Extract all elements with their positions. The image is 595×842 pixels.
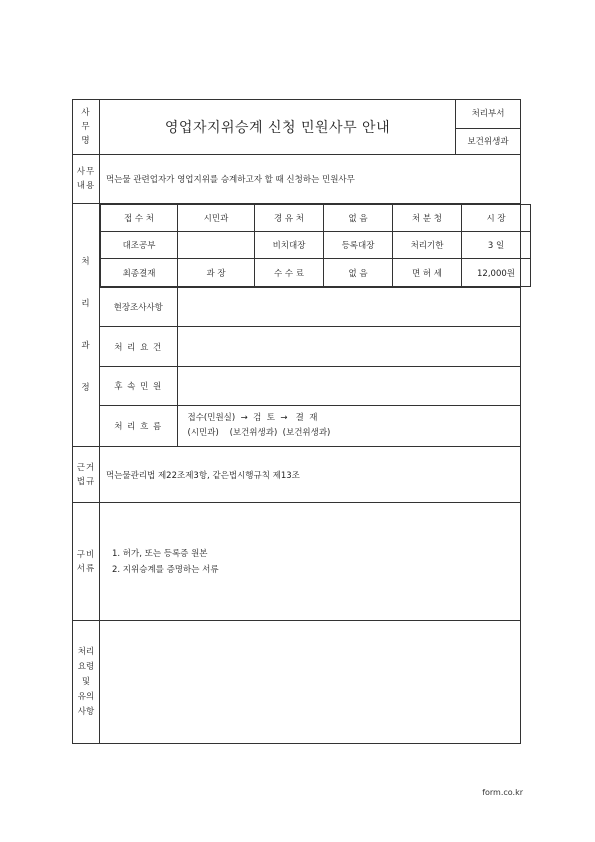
fee-value: 없 음 xyxy=(324,259,393,287)
required-docs-label: 구비 서류 xyxy=(73,503,100,621)
final-approval-label: 최종결재 xyxy=(101,259,178,287)
legal-basis-text: 먹는물관리법 제22조제3항, 같은법시행규칙 제13조 xyxy=(100,447,521,503)
license-tax-label: 면 허 세 xyxy=(393,259,462,287)
site-survey-value xyxy=(177,288,520,326)
final-approval-value: 과 장 xyxy=(178,259,255,287)
flow-diagram xyxy=(177,406,520,446)
process-grid-row xyxy=(101,205,531,232)
via-label: 경 유 처 xyxy=(255,205,324,232)
footer-source: form.co.kr xyxy=(482,788,523,797)
list-item: 2. 지위승계를 증명하는 서류 xyxy=(112,564,219,575)
dept-value: 보건위생과 xyxy=(456,129,521,155)
legal-basis-label: 근거 법규 xyxy=(73,447,100,503)
affair-content-text: 먹는물 관련업자가 영업지위를 승계하고자 할 때 신청하는 민원사무 xyxy=(100,155,521,204)
required-docs-list xyxy=(100,503,521,621)
followup-label: 후 속 민 원 xyxy=(100,367,177,405)
ledger-kept-label: 비치대장 xyxy=(255,232,324,259)
deadline-label: 처리기한 xyxy=(393,232,462,259)
page-title: 영업자지위승계 신청 민원사무 안내 xyxy=(100,100,456,155)
form-table xyxy=(72,99,521,744)
process-grid xyxy=(100,204,531,287)
application-form xyxy=(72,99,520,744)
flow-steps: 접수(민원실) → 검 토 → 결 재 xyxy=(187,413,318,423)
site-survey-label: 현장조사사항 xyxy=(100,288,177,326)
license-tax-value: 12,000원 xyxy=(462,259,531,287)
notes-label: 처리 요령 및 유의 사항 xyxy=(73,621,100,744)
affair-content-label: 사무 내용 xyxy=(73,155,100,204)
disposition-value: 시 장 xyxy=(462,205,531,232)
fee-label: 수 수 료 xyxy=(255,259,324,287)
flow-depts: (시민과) (보건위생과) (보건위생과) xyxy=(187,428,331,438)
notes-text xyxy=(100,621,521,744)
ledger-compare-label: 대조공부 xyxy=(101,232,178,259)
flow-label: 처 리 흐 름 xyxy=(100,406,177,446)
process-grid-row xyxy=(101,232,531,259)
list-item: 1. 허가, 또는 등록증 원본 xyxy=(112,548,208,559)
reception-value: 시민과 xyxy=(178,205,255,232)
deadline-value: 3 일 xyxy=(462,232,531,259)
requirements-value xyxy=(177,327,520,366)
dept-label: 처리부서 xyxy=(456,100,521,129)
affair-name-label: 사 무 명 xyxy=(73,100,100,155)
followup-value xyxy=(177,367,520,405)
ledger-compare-value xyxy=(178,232,255,259)
ledger-kept-value: 등록대장 xyxy=(324,232,393,259)
via-value: 없 음 xyxy=(324,205,393,232)
requirements-label: 처 리 요 건 xyxy=(100,327,177,366)
process-grid-row xyxy=(101,259,531,287)
process-label: 처 리 과 정 xyxy=(73,204,100,447)
disposition-label: 처 분 청 xyxy=(393,205,462,232)
reception-label: 접 수 처 xyxy=(101,205,178,232)
